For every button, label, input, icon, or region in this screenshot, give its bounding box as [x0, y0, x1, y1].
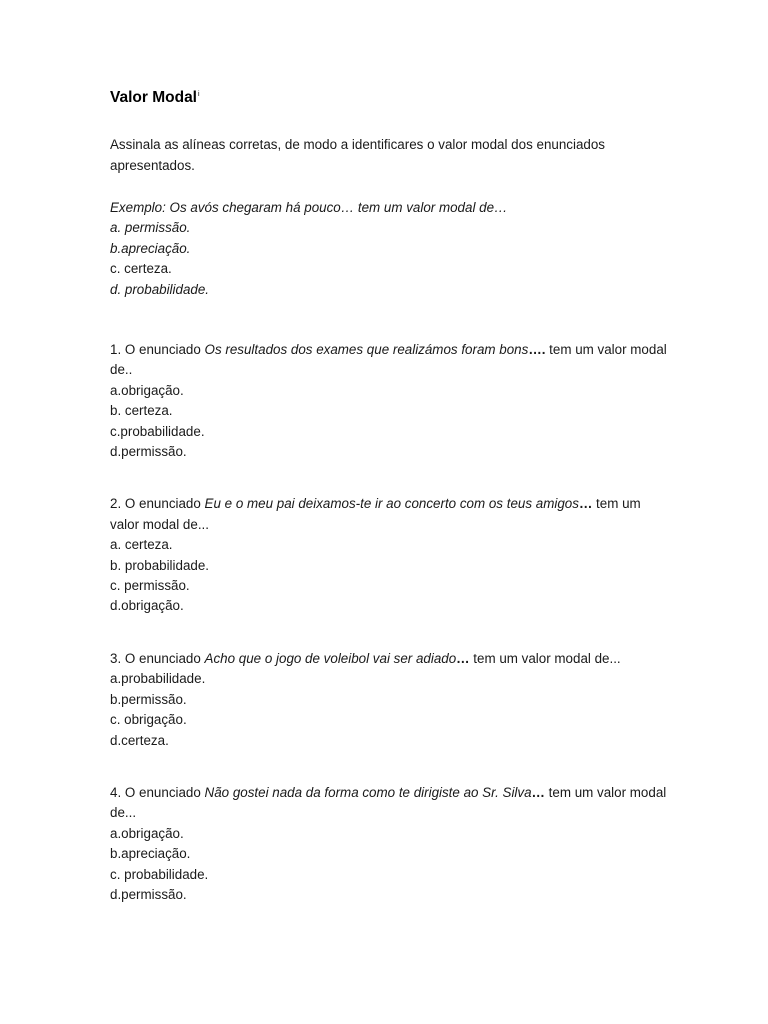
option-c[interactable]: c. probabilidade. [110, 866, 209, 882]
example-option-b: b.apreciação. [110, 240, 191, 256]
question-quote: Os resultados dos exames que realizámos foram bons [204, 342, 529, 357]
example-prompt: Exemplo: Os avós chegaram há pouco… tem um valor modal de… [110, 199, 508, 215]
question-2 [110, 494, 670, 616]
question-options [110, 535, 670, 617]
document-content [110, 84, 670, 937]
question-suffix: tem um valor modal de... [469, 650, 621, 666]
option-c[interactable]: c. permissão. [110, 578, 190, 594]
option-a[interactable]: a.obrigação. [110, 382, 184, 398]
example-option-a: a. permissão. [110, 220, 191, 236]
title-text: Valor Modal [110, 89, 197, 107]
question-options [110, 669, 670, 751]
example-option-d: d. probabilidade. [110, 281, 210, 297]
question-stem [110, 783, 670, 824]
page-title [110, 84, 670, 109]
option-d[interactable]: d.permissão. [110, 444, 187, 460]
question-4 [110, 783, 670, 905]
question-stem [110, 340, 670, 381]
question-1 [110, 340, 670, 462]
question-stem [110, 649, 670, 669]
question-dots: … [531, 784, 545, 800]
option-c[interactable]: c. obrigação. [110, 712, 187, 728]
endnote-marker[interactable]: i [198, 91, 200, 98]
question-3 [110, 649, 670, 751]
question-quote: Acho que o jogo de voleibol vai ser adiado [204, 650, 457, 666]
question-suffix: tem um valor modal de.. [110, 342, 667, 378]
option-d[interactable]: d.certeza. [110, 732, 169, 748]
instructions: Assinala as alíneas corretas, de modo a identificares o valor modal dos enunciados apresentados. [110, 137, 605, 173]
question-quote: Eu e o meu pai deixamos-te ir ao concerto com os teus amigos [204, 496, 579, 512]
option-b[interactable]: b.permissão. [110, 691, 187, 707]
question-dots: … [456, 650, 470, 666]
question-dots: …. [528, 342, 546, 357]
question-prefix: 1. O enunciado [110, 342, 205, 357]
option-b[interactable]: b. certeza. [110, 403, 173, 419]
question-suffix: tem um valor modal de... [110, 784, 667, 821]
question-prefix: 4. O enunciado [110, 784, 205, 800]
option-b[interactable]: b. probabilidade. [110, 557, 210, 573]
option-d[interactable]: d.permissão. [110, 886, 187, 902]
option-a[interactable]: a.probabilidade. [110, 671, 206, 687]
question-prefix: 2. O enunciado [110, 496, 205, 512]
example-block [110, 198, 670, 300]
question-options [110, 824, 670, 906]
question-prefix: 3. O enunciado [110, 650, 205, 666]
option-d[interactable]: d.obrigação. [110, 598, 184, 614]
option-a[interactable]: a. certeza. [110, 537, 173, 553]
question-options [110, 381, 670, 463]
question-suffix: tem um valor modal de... [110, 496, 641, 532]
option-b[interactable]: b.apreciação. [110, 846, 191, 862]
example-option-c: c. certeza. [110, 261, 172, 277]
option-c[interactable]: c.probabilidade. [110, 423, 205, 439]
option-a[interactable]: a.obrigação. [110, 825, 184, 841]
question-quote: Não gostei nada da forma como te dirigiste ao Sr. Silva [204, 784, 532, 800]
question-dots: … [578, 496, 593, 512]
question-stem [110, 494, 670, 535]
